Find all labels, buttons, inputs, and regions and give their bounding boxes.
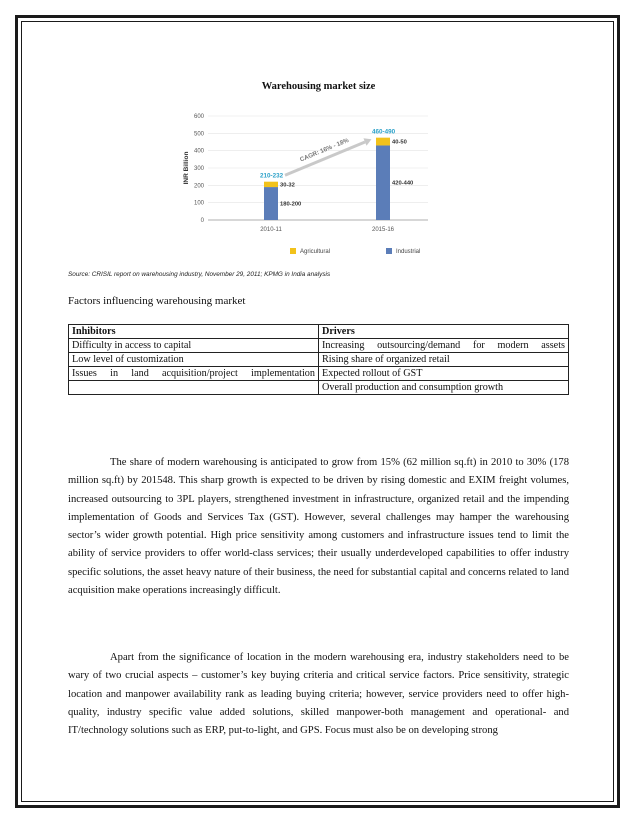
chart-title: Warehousing market size	[261, 81, 376, 92]
y-tick-label: 500	[193, 131, 204, 138]
factors-heading: Factors influencing warehousing market	[68, 295, 246, 307]
y-tick-label: 0	[200, 218, 204, 224]
x-tick-label: 2010-11	[260, 227, 282, 233]
chart-svg	[178, 100, 458, 270]
factors-table	[68, 324, 569, 395]
table-row	[69, 381, 569, 395]
y-tick-label: 200	[193, 183, 204, 190]
table-row	[69, 367, 569, 381]
table-row	[69, 339, 569, 353]
bar-industrial	[264, 187, 278, 220]
bar-agricultural	[376, 138, 390, 146]
chart-source: Source: CRISIL report on warehousing industry, November 29, 2011; KPMG in India analysis	[68, 271, 331, 278]
y-tick-label: 300	[193, 166, 204, 172]
cagr-annotation: CAGR: 16% - 18%	[298, 136, 350, 164]
table-cell: Expected rollout of GST	[319, 367, 569, 381]
table-cell	[69, 381, 319, 395]
table-cell: Difficulty in access to capital	[69, 339, 319, 353]
y-tick-label: 400	[193, 148, 204, 155]
bar-total-label: 460-490	[372, 128, 396, 136]
header-drivers: Drivers	[319, 325, 569, 339]
table-cell: Overall production and consumption growth	[319, 381, 569, 395]
y-tick-label: 100	[193, 200, 204, 207]
table-cell: Rising share of organized retail	[319, 353, 569, 367]
y-tick-label: 600	[193, 114, 204, 120]
paragraph: The share of modern warehousing is anticipated to grow from 15% (62 million sq.ft) in 2010 to 30% (178 million sq.ft) by 201548. This sharp growth is expected to be driven by rising domestic and EXIM freight volumes, increased outsourcing to 3PL players, strengthened investment in infrastructure, organized retail and the impending implementation of Goods and Services Tax (GST). However, several challenges may hamper the warehousing sector’s wider growth potential. High price sensitivity among customers and infrastructure issues tend to limit the ability of service providers to offer world-class services; their usually underdeveloped capabilities to offer industry specific solutions, the asset heavy nature of their business, the need for substantial capital and concerns related to land acquisition make operations increasingly difficult.	[68, 457, 569, 597]
legend-swatch	[386, 248, 392, 254]
legend-label: Industrial	[396, 249, 421, 255]
y-axis-label: INR Billion	[183, 151, 190, 185]
bar-industrial	[376, 145, 390, 220]
table-cell: Issues in land acquisition/project implementation	[69, 367, 319, 381]
paragraph: Apart from the significance of location in the modern warehousing era, industry stakeholders need to be wary of two crucial aspects – customer’s key buying criteria and critical service factors. Price sensitivity, strategic location and manpower availability rank as leading buying criteria; however, service providers need to offer high-quality, industry specific value added solutions, skilled manpower-both management and operational- and IT/technology solutions such as ERP, put-to-light, and GPS. Focus must also be on developing strong	[68, 652, 569, 737]
bar-total-label: 210-232	[260, 172, 284, 180]
bar-value-label: 30-32	[280, 182, 295, 189]
bar-value-label: 180-200	[280, 201, 302, 208]
bar-agricultural	[264, 182, 278, 187]
bar-value-label: 420-440	[392, 180, 414, 187]
table-cell: Increasing outsourcing/demand for modern assets	[319, 339, 569, 353]
market-size-chart	[178, 100, 458, 270]
bar-value-label: 40-50	[392, 139, 407, 146]
header-inhibitors: Inhibitors	[69, 325, 319, 339]
legend-swatch	[290, 248, 296, 254]
x-tick-label: 2015-16	[371, 227, 395, 233]
table-header-row	[69, 325, 569, 339]
table-row	[69, 353, 569, 367]
legend-label: Agricultural	[300, 249, 331, 255]
table-cell: Low level of customization	[69, 353, 319, 367]
